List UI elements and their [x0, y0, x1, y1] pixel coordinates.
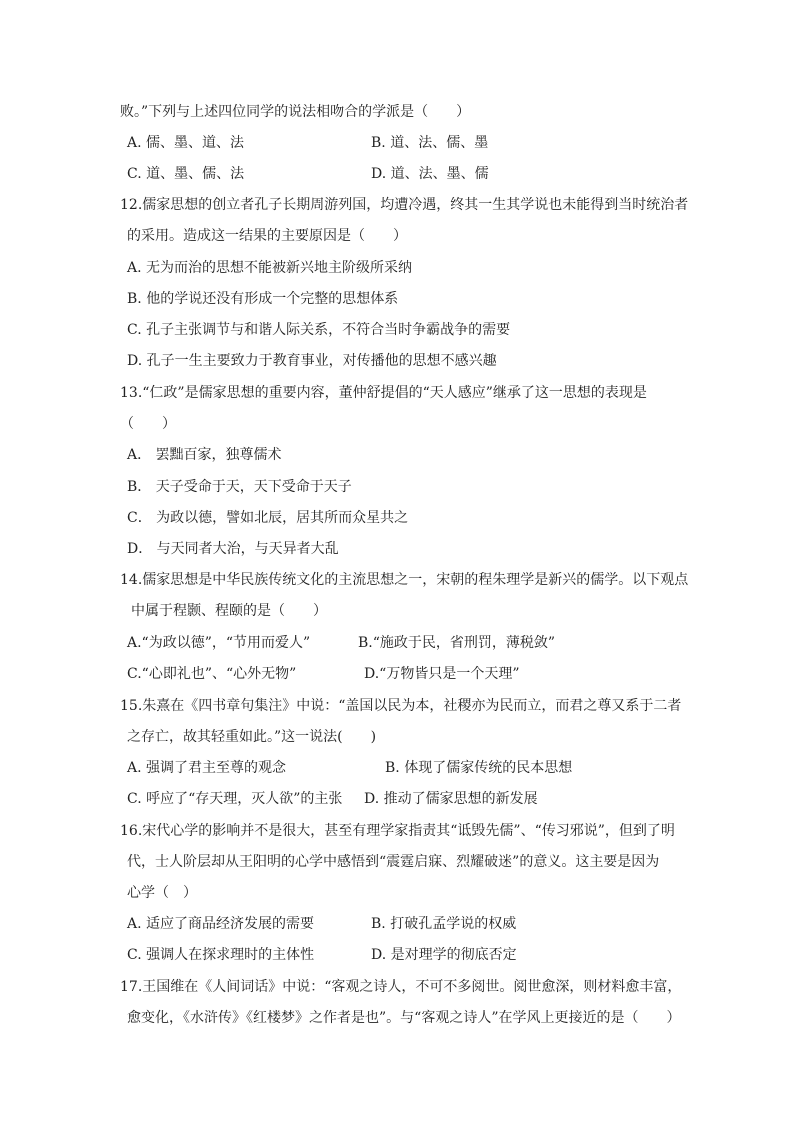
- q16-stem: 16.宋代心学的影响并不是很大，甚至有理学家指责其“诋毁先儒”、“传习邪说”，但到了明: [120, 823, 675, 839]
- q13-option-d: D． 与天同者大治，与天异者大乱: [127, 541, 339, 557]
- q15-option-c: C. 呼应了“存天理，灭人欲”的主张: [127, 791, 343, 807]
- q11-option-b: B. 道、法、儒、墨: [371, 135, 489, 151]
- q16-option-d: D. 是对理学的彻底否定: [371, 947, 517, 963]
- q12-option-c: C. 孔子主张调节与和谐人际关系，不符合当时争霸战争的需要: [127, 322, 511, 338]
- q15-option-d: D. 推动了儒家思想的新发展: [364, 791, 538, 807]
- q15-option-a: A. 强调了君主至尊的观念: [127, 760, 287, 776]
- q14-stem-cont: 中属于程颢、程颐的是（ ）: [131, 603, 327, 619]
- q14-option-b: B.“施政于民，省刑罚，薄税敛”: [358, 635, 556, 651]
- q16-stem-cont-1: 代，士人阶层却从王阳明的心学中感悟到“震霆启寐、烈耀破迷”的意义。这主要是因为: [127, 854, 660, 870]
- q12-option-d: D. 孔子一生主要致力于教育事业，对传播他的思想不感兴趣: [127, 353, 497, 369]
- q13-option-a: A． 罢黜百家，独尊儒术: [127, 447, 282, 463]
- q16-stem-cont-2: 心学（ ）: [127, 885, 197, 901]
- q16-option-a: A. 适应了商品经济发展的需要: [127, 916, 315, 932]
- q11-option-a: A. 儒、墨、道、法: [127, 135, 245, 151]
- q11-stem-tail: 败。”下列与上述四位同学的说法相吻合的学派是（ ）: [120, 104, 471, 120]
- q14-option-d: D.“万物皆只是一个天理”: [364, 666, 520, 682]
- q12-stem-cont: 的采用。造成这一结果的主要原因是（ ）: [127, 228, 407, 244]
- q12-stem: 12.儒家思想的创立者孔子长期周游列国，均遭冷遇，终其一生其学说也未能得到当时统治者: [120, 197, 689, 213]
- q15-option-b: B. 体现了儒家传统的民本思想: [385, 760, 573, 776]
- q13-option-b: B． 天子受命于天，天下受命于天子: [127, 479, 352, 495]
- q13-option-c: C． 为政以德，譬如北辰，居其所而众星共之: [127, 510, 409, 526]
- q11-option-c: C. 道、墨、儒、法: [127, 166, 245, 182]
- q15-stem: 15.朱熹在《四书章句集注》中说：“盖国以民为本，社稷亦为民而立，而君之尊又系于二者: [120, 698, 682, 714]
- q12-option-b: B. 他的学说还没有形成一个完整的思想体系: [127, 291, 399, 307]
- q17-stem: 17.王国维在《人间词话》中说：“客观之诗人，不可不多阅世。阅世愈深，则材料愈丰富，: [120, 979, 682, 995]
- q13-stem-cont: （ ）: [120, 416, 176, 432]
- q14-stem: 14.儒家思想是中华民族传统文化的主流思想之一，宋朝的程朱理学是新兴的儒学。以下观点: [120, 572, 689, 588]
- q15-stem-cont: 之存亡，故其轻重如此。”这一说法( ): [127, 729, 377, 745]
- q16-option-b: B. 打破孔孟学说的权威: [371, 916, 517, 932]
- q17-stem-cont: 愈变化，《水浒传》《红楼梦》之作者是也”。与“客观之诗人”在学风上更接近的是（ ）: [127, 1010, 681, 1026]
- q13-stem: 13.“仁政”是儒家思想的重要内容，董仲舒提倡的“天人感应”继承了这一思想的表现是: [120, 385, 647, 401]
- q14-option-a: A.“为政以德”，“节用而爱人”: [127, 635, 311, 651]
- q12-option-a: A. 无为而治的思想不能被新兴地主阶级所采纳: [127, 260, 413, 276]
- q14-option-c: C.“心即礼也”、“心外无物”: [127, 666, 297, 682]
- q16-option-c: C. 强调人在探求理时的主体性: [127, 947, 315, 963]
- q11-option-d: D. 道、法、墨、儒: [371, 166, 489, 182]
